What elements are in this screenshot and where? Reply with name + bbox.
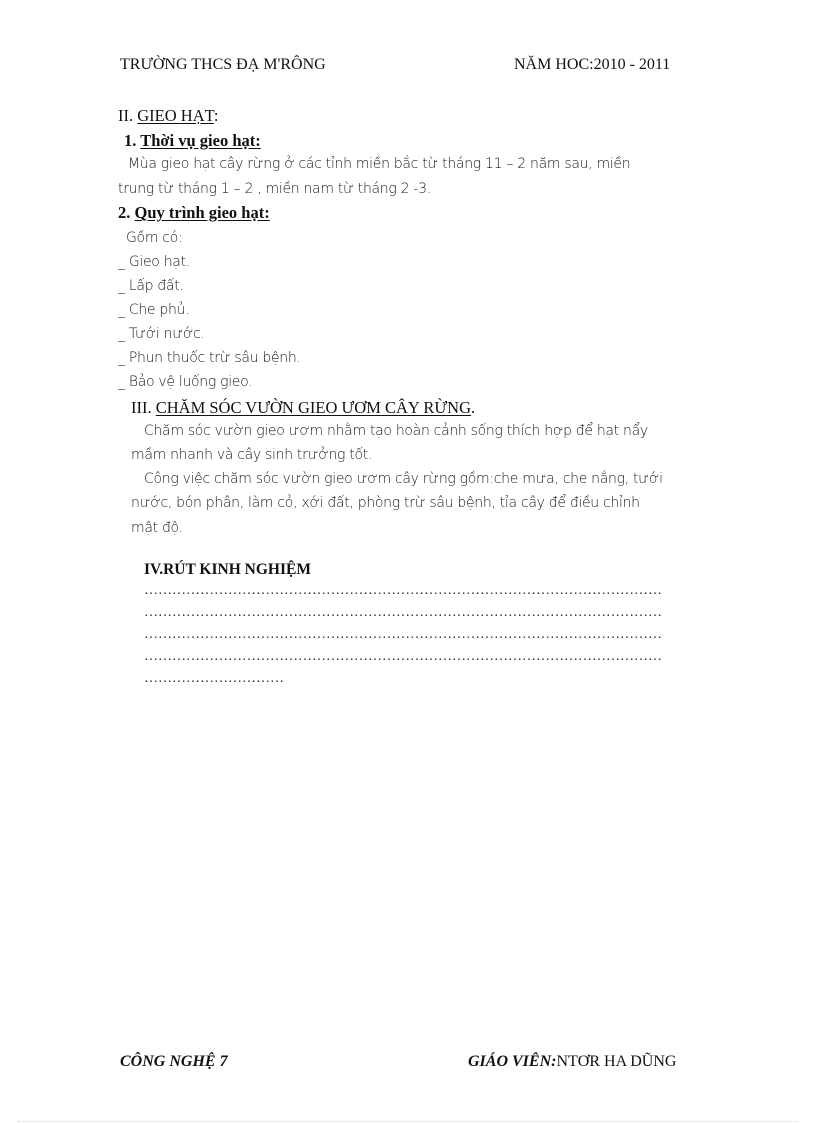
dotted-fill-line: …………………………………………………………………………………………………	[144, 649, 662, 664]
subsection-1-heading	[124, 131, 261, 151]
footer-teacher-label: GIÁO VIÊN:	[468, 1053, 557, 1070]
list-item: _ Che phủ.	[118, 302, 190, 318]
footer-teacher-name: NTƠR HA DŨNG	[556, 1053, 677, 1070]
subsection-2-number: 2.	[118, 203, 135, 222]
dotted-fill-line: …………………………………………………………………………………………………	[144, 583, 662, 598]
section-2-title: GIEO HẠT	[137, 106, 214, 125]
dotted-fill-line: …………………………………………………………………………………………………	[144, 627, 662, 642]
list-item: _ Phun thuốc trừ sâu bệnh.	[118, 350, 301, 366]
header-school-name: TRƯỜNG THCS ĐẠ M'RÔNG	[120, 56, 326, 73]
subsection-2-title: Quy trình gieo hạt:	[134, 203, 270, 222]
section-2-number: II.	[118, 106, 138, 125]
list-item: _ Lấp đất.	[118, 278, 184, 294]
paragraph-line: trung từ tháng 1 – 2 , miền nam từ tháng 2 -3.	[118, 181, 431, 197]
section-3-number: III.	[131, 398, 156, 417]
section-3-heading	[131, 398, 475, 418]
section-2-suffix: :	[213, 106, 219, 125]
dotted-fill-line: …………………………	[144, 671, 284, 686]
page-bottom-edge	[18, 1121, 798, 1122]
paragraph-line: mật độ.	[131, 520, 183, 536]
dotted-fill-line: …………………………………………………………………………………………………	[144, 605, 662, 620]
paragraph-line: Mùa gieo hạt cây rừng ở các tỉnh miền bắc từ tháng 11 – 2 năm sau, miền	[128, 156, 631, 172]
list-intro: Gồm có:	[126, 230, 183, 246]
paragraph-line: Công việc chăm sóc vườn gieo ươm cây rừng gồm:che mưa, che nắng, tưới	[144, 471, 663, 487]
section-3-title: CHĂM SÓC VƯỜN GIEO ƯƠM CÂY RỪNG	[155, 398, 471, 417]
section-4-heading: IV.RÚT KINH NGHIỆM	[144, 561, 311, 578]
list-item: _ Tưới nước.	[118, 326, 205, 342]
footer-teacher	[468, 1053, 676, 1071]
section-3-suffix: .	[471, 398, 476, 417]
section-2-heading	[118, 106, 218, 126]
subsection-1-title: Thời vụ gieo hạt:	[140, 131, 261, 150]
paragraph-line: Chăm sóc vườn gieo ươm nhằm tạo hoàn cảnh sống thích hợp để hạt nẩy	[144, 423, 648, 439]
footer-subject: CÔNG NGHỆ 7	[120, 1053, 228, 1070]
list-item: _ Gieo hạt.	[118, 254, 190, 270]
paragraph-line: nước, bón phân, làm cỏ, xới đất, phòng trừ sâu bệnh, tỉa cây để điều chỉnh	[131, 495, 640, 511]
paragraph-line: mầm nhanh và cây sinh trưởng tốt.	[131, 447, 373, 463]
subsection-2-heading	[118, 203, 270, 223]
subsection-1-number: 1.	[124, 131, 141, 150]
list-item: _ Bảo vệ luống gieo.	[118, 374, 253, 390]
header-school-year: NĂM HOC:2010 - 2011	[514, 56, 671, 73]
